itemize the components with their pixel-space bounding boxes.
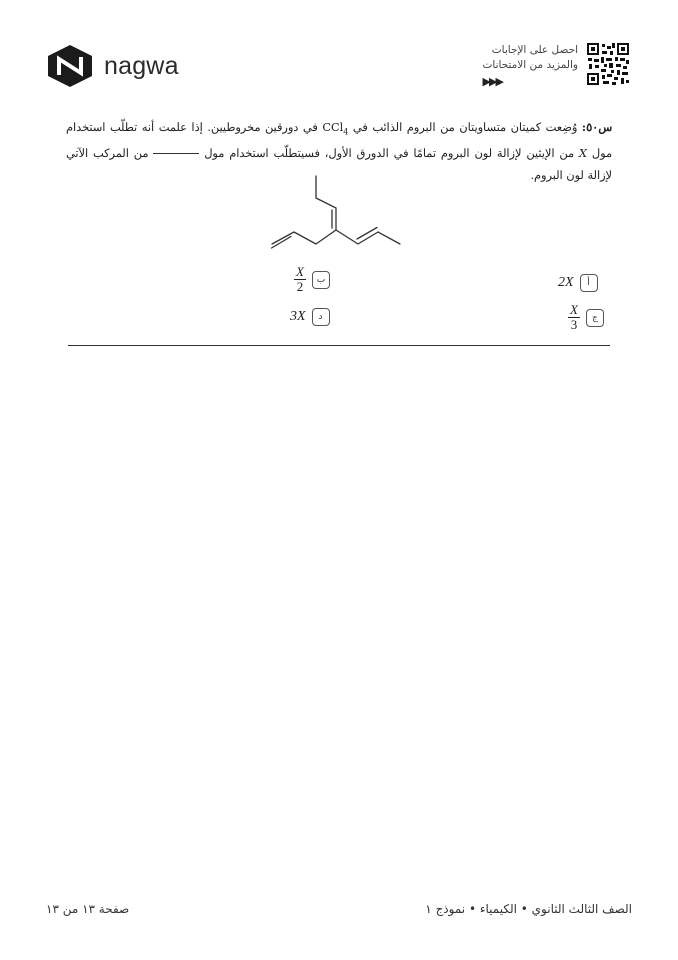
question-part-4: من المركب الآتي لإزالة لون البروم. [66, 147, 612, 183]
question-part-1: وُضِعت كميتان متساويتان من البروم الذائب في [348, 121, 578, 134]
qr-code-icon[interactable] [586, 42, 630, 86]
promo-line-1: احصل على الإجابات [491, 44, 578, 56]
option-c-numerator: X [570, 302, 578, 317]
nagwa-logo-icon [46, 44, 94, 88]
page-number: صفحة ١٣ من ١٣ [46, 902, 130, 916]
option-c[interactable] [568, 303, 604, 332]
promo-line-2: والمزيد من الامتحانات [482, 59, 578, 71]
option-c-fraction [568, 303, 580, 332]
option-a-label: أ [580, 274, 598, 292]
option-d-value: 3X [290, 309, 306, 324]
option-d-label: د [312, 308, 330, 326]
option-b-denominator: 2 [296, 279, 304, 294]
question-part-3: من الإيثين لإزالة لون البروم تمامًا في الدورق الأول، فسيتطلّب استخدام مول [199, 147, 579, 161]
molecule-structure [258, 172, 408, 268]
option-b[interactable] [294, 265, 330, 294]
logo-text: nagwa [104, 51, 179, 80]
ccl4-formula: CCl$_4$ [322, 121, 349, 137]
answer-blank [153, 153, 199, 154]
promo-text [483, 43, 578, 89]
nagwa-logo [46, 44, 179, 88]
option-b-fraction [294, 265, 306, 294]
option-c-denominator: 3 [570, 317, 578, 332]
option-c-label: ج [586, 309, 604, 327]
option-a[interactable] [558, 274, 598, 292]
option-a-value: 2X [558, 275, 574, 290]
arrows-icon: ▶▶▶ [482, 75, 502, 88]
option-b-numerator: X [296, 264, 304, 279]
question-number: س٥٠: [581, 120, 612, 134]
option-d[interactable] [290, 308, 330, 326]
answers-promo[interactable] [483, 42, 630, 89]
course-info: الصف الثالث الثانوي • الكيمياء • نموذج ١ [425, 902, 632, 916]
option-b-label: ب [312, 271, 330, 289]
question-part-2: في دورقين مخروطيين. إذا علمت أنه تطلّب استخدام مول [66, 121, 612, 161]
divider [68, 345, 610, 346]
variable-x: X [578, 147, 587, 161]
